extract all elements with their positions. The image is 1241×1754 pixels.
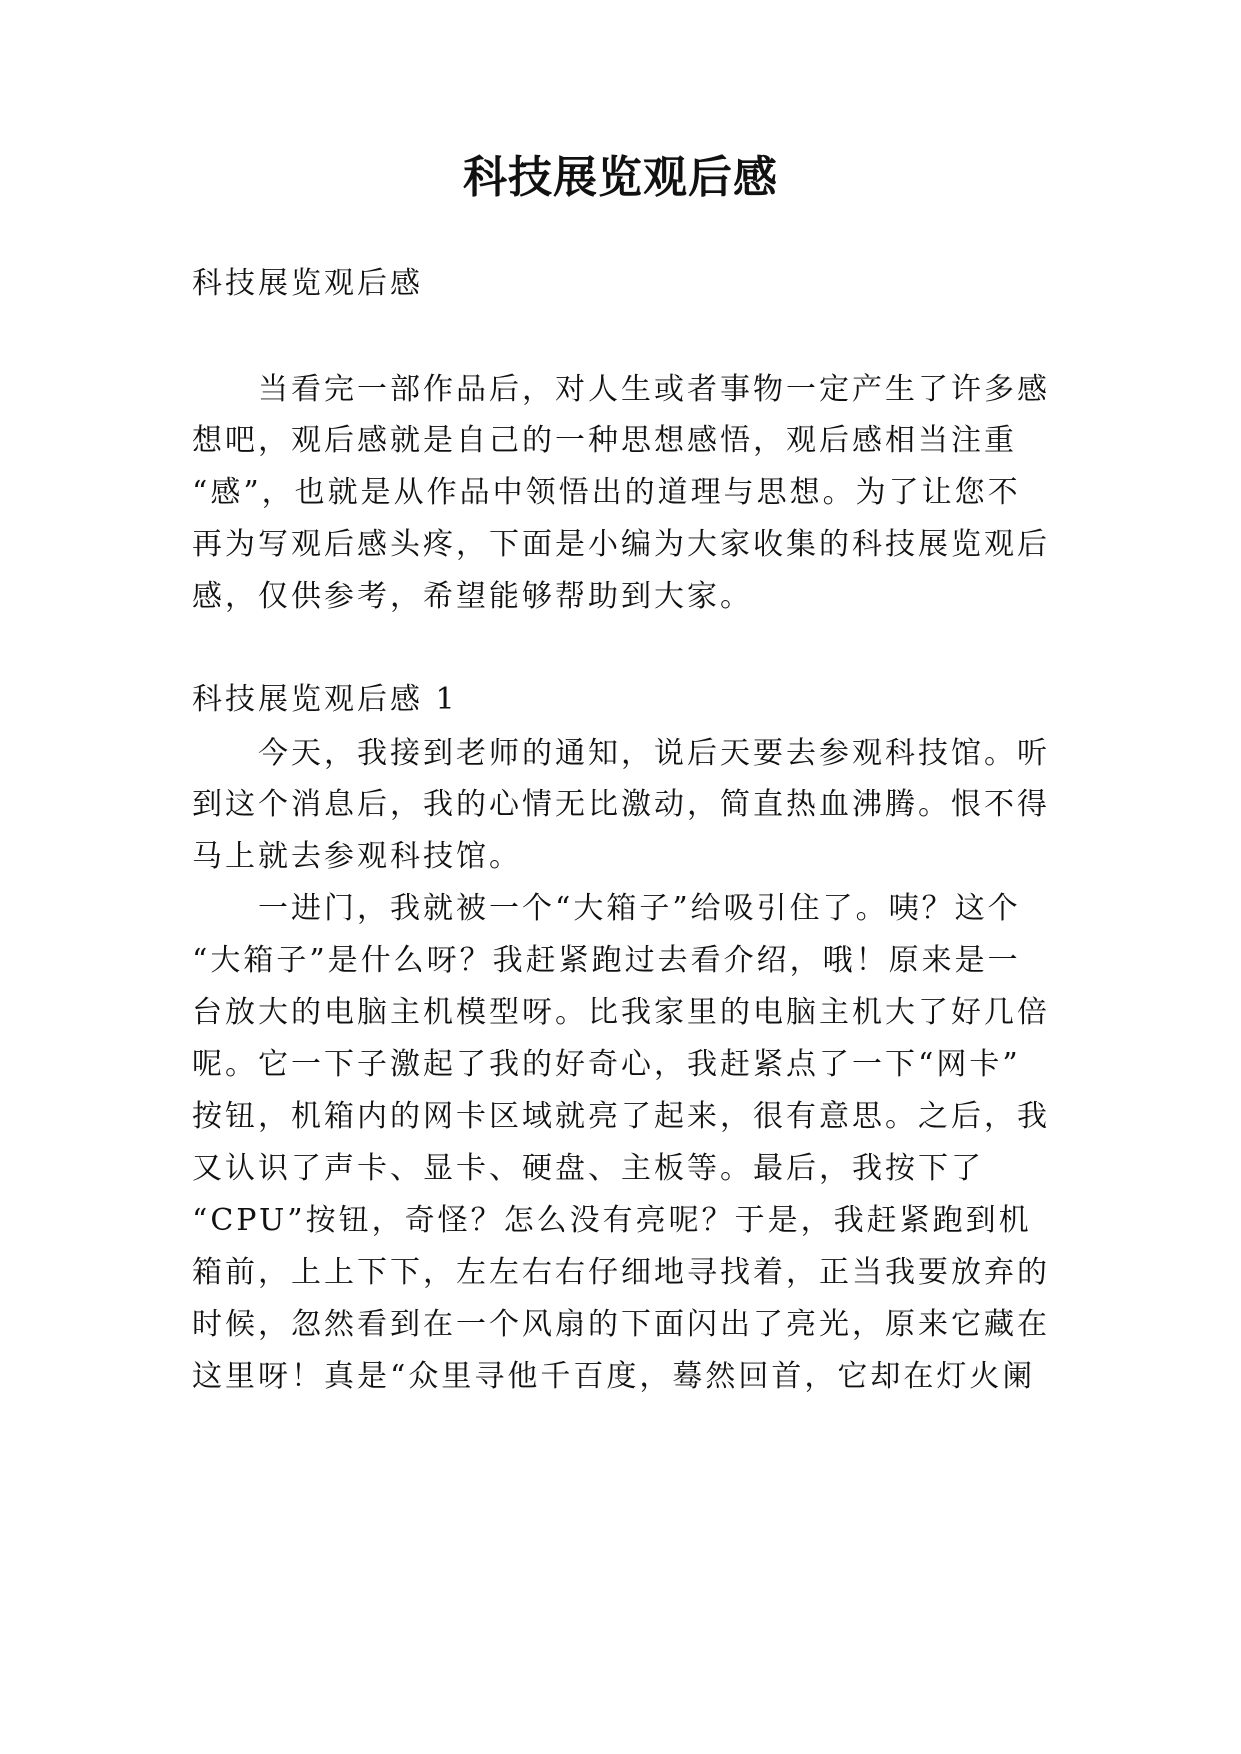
document-subtitle: 科技展览观后感	[192, 266, 423, 301]
paragraph-line: 想吧，观后感就是自己的一种思想感悟，观后感相当注重	[192, 423, 1017, 458]
paragraph-line: 感，仅供参考，希望能够帮助到大家。	[192, 579, 753, 614]
paragraph-line: 这里呀！真是“众里寻他千百度，蓦然回首，它却在灯火阑	[192, 1359, 1036, 1394]
paragraph-line: 马上就去参观科技馆。	[192, 839, 522, 874]
section-heading: 科技展览观后感 1	[192, 682, 458, 717]
document-title: 科技展览观后感	[463, 152, 778, 203]
paragraph-line: “感”，也就是从作品中领悟出的道理与思想。为了让您不	[192, 475, 1021, 510]
paragraph-line: 再为写观后感头疼，下面是小编为大家收集的科技展览观后	[192, 527, 1050, 562]
paragraph-line: 呢。它一下子激起了我的好奇心，我赶紧点了一下“网卡”	[192, 1047, 1021, 1082]
paragraph-line: 一进门，我就被一个“大箱子”给吸引住了。咦？这个	[192, 891, 1021, 926]
paragraph-line: 今天，我接到老师的通知，说后天要去参观科技馆。听	[192, 736, 1050, 771]
paragraph-line: “大箱子”是什么呀？我赶紧跑过去看介绍，哦！原来是一	[192, 943, 1021, 978]
paragraph-line: 箱前，上上下下，左左右右仔细地寻找着，正当我要放弃的	[192, 1255, 1050, 1290]
paragraph-line: 当看完一部作品后，对人生或者事物一定产生了许多感	[192, 372, 1050, 407]
paragraph-line: 按钮，机箱内的网卡区域就亮了起来，很有意思。之后，我	[192, 1099, 1050, 1134]
paragraph-line: 到这个消息后，我的心情无比激动，简直热血沸腾。恨不得	[192, 787, 1050, 822]
paragraph-line: 时候，忽然看到在一个风扇的下面闪出了亮光，原来它藏在	[192, 1307, 1050, 1342]
paragraph-line: “CPU”按钮，奇怪？怎么没有亮呢？于是，我赶紧跑到机	[192, 1203, 1032, 1238]
paragraph-line: 又认识了声卡、显卡、硬盘、主板等。最后，我按下了	[192, 1151, 984, 1186]
paragraph-line: 台放大的电脑主机模型呀。比我家里的电脑主机大了好几倍	[192, 995, 1050, 1030]
